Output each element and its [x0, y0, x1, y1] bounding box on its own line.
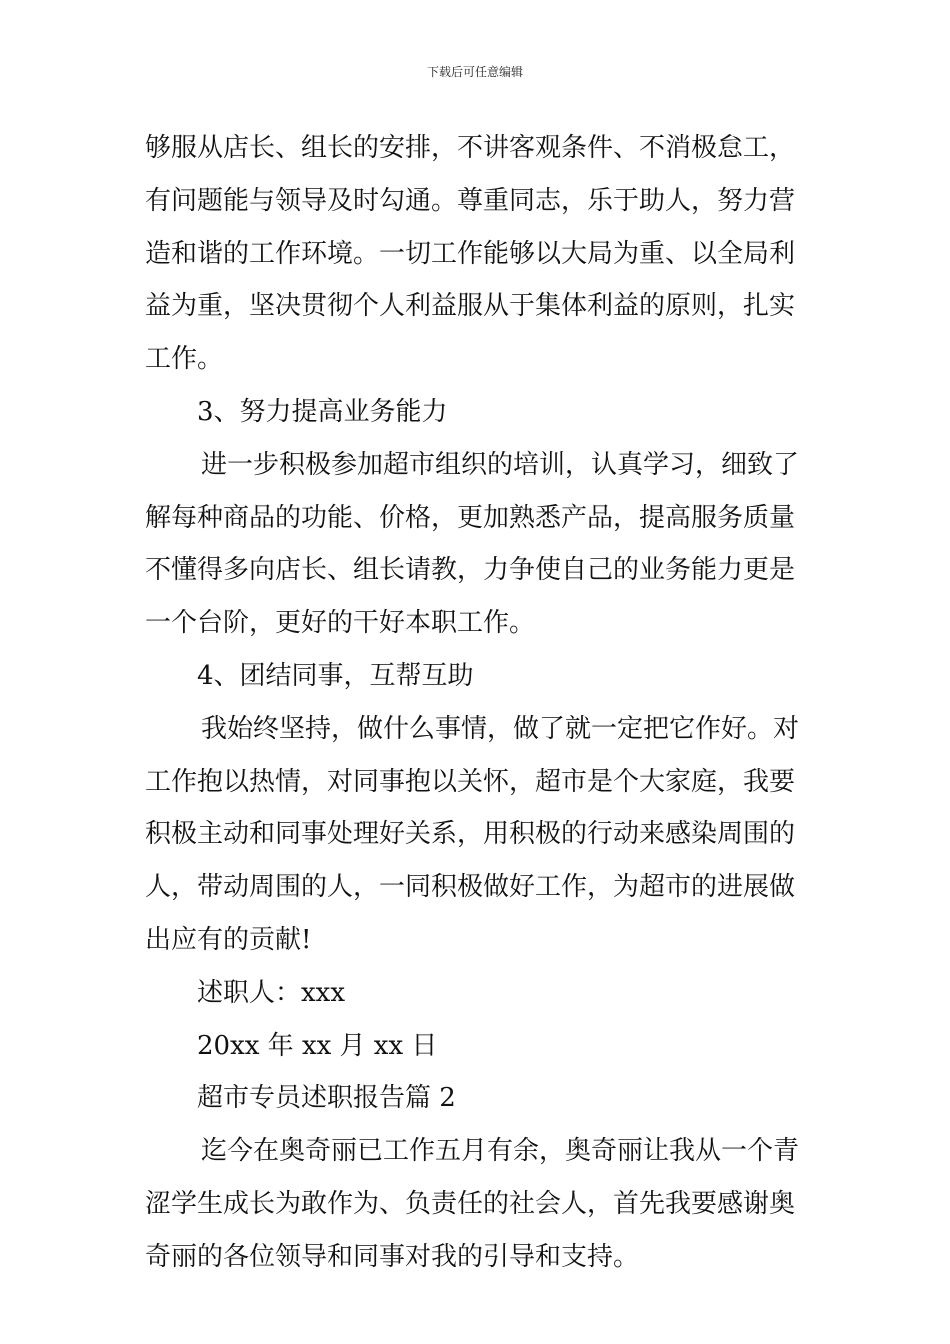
paragraph-line: 人，带动周围的人，一同积极做好工作，为超市的进展做	[145, 872, 796, 903]
paragraph-line: 涩学生成长为敢作为、负责任的社会人，首先我要感谢奥	[145, 1188, 796, 1219]
page-header: 下载后可任意编辑	[426, 65, 523, 79]
paragraph-line: 进一步积极参加超市组织的培训，认真学习，细致了	[201, 449, 800, 480]
paragraph-line: 解每种商品的功能、价格，更加熟悉产品，提高服务质量	[145, 502, 796, 533]
paragraph-line: 工作。	[145, 344, 224, 375]
paragraph-line: 工作抱以热情，对同事抱以关怀，超市是个大家庭，我要	[145, 766, 796, 797]
paragraph-line: 一个台阶，更好的干好本职工作。	[145, 608, 536, 639]
signature-line: 述职人：xxx	[197, 977, 345, 1008]
paragraph-line: 出应有的贡献!	[145, 924, 312, 955]
paragraph-line: 有问题能与领导及时勾通。尊重同志，乐于助人，努力营	[145, 185, 796, 216]
paragraph-line: 积极主动和同事处理好关系，用积极的行动来感染周围的	[145, 819, 796, 850]
paragraph-line: 造和谐的工作环境。一切工作能够以大局为重、以全局利	[145, 238, 796, 269]
paragraph-line: 我始终坚持，做什么事情，做了就一定把它作好。对	[201, 713, 800, 744]
paragraph-line: 益为重，坚决贯彻个人利益服从于集体利益的原则，扎实	[145, 291, 796, 322]
paragraph-line: 不懂得多向店长、组长请教，力争使自己的业务能力更是	[145, 555, 796, 586]
report-title: 超市专员述职报告篇 2	[197, 1083, 456, 1114]
date-line: 20xx 年 xx 月 xx 日	[197, 1030, 438, 1061]
document-body	[145, 122, 807, 1284]
paragraph-line: 奇丽的各位领导和同事对我的引导和支持。	[145, 1241, 640, 1272]
section-heading: 3、努力提高业务能力	[197, 396, 448, 427]
section-heading: 4、团结同事，互帮互助	[197, 660, 474, 691]
paragraph-line: 够服从店长、组长的安排，不讲客观条件、不消极怠工，	[145, 133, 796, 163]
paragraph-line: 迄今在奥奇丽已工作五月有余，奥奇丽让我从一个青	[201, 1136, 800, 1167]
